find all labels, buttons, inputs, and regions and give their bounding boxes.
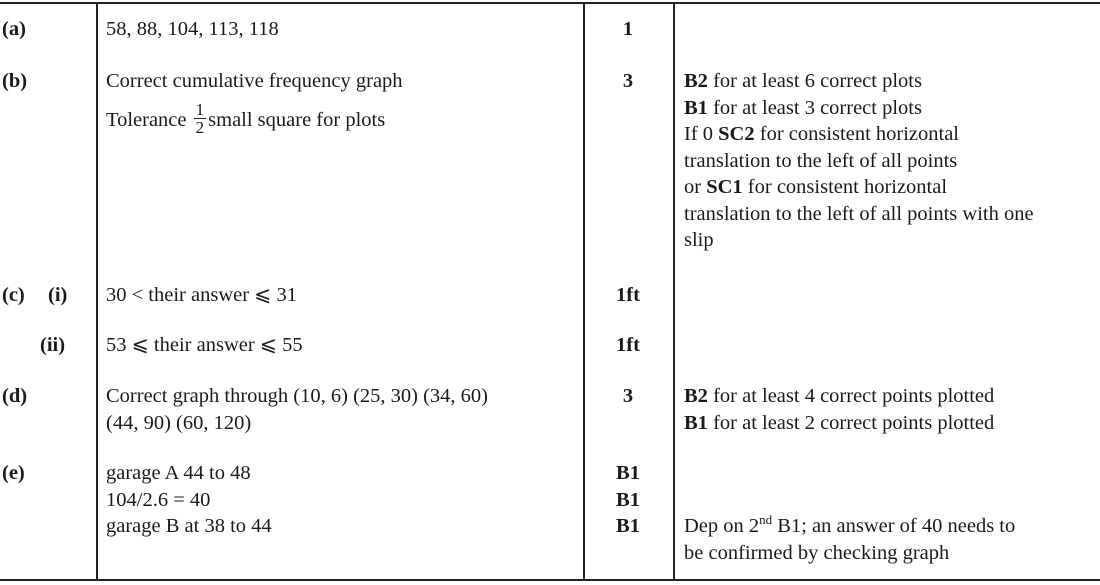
tolerance-text: small square for plots xyxy=(208,109,386,132)
guidance-e-line2: be confirmed by checking graph xyxy=(684,541,950,564)
sub-label-c-i: (i) xyxy=(48,284,68,306)
guidance-b-code: SC1 xyxy=(706,176,743,198)
guidance-d-text: for at least 2 correct points plotted xyxy=(707,411,995,434)
mark-c-ii: 1ft xyxy=(616,334,640,356)
answer-d-line2: (44, 90) (60, 120) xyxy=(106,411,252,434)
guidance-d-code: B2 xyxy=(684,385,708,407)
guidance-b-code: SC2 xyxy=(718,123,755,145)
top-border xyxy=(0,2,1100,4)
answer-c-i: 30 < their answer ⩽ 31 xyxy=(106,284,297,306)
ordinal-superscript: nd xyxy=(759,512,773,528)
answer-b-line2 xyxy=(106,100,386,139)
guidance-e-post: B1; an answer of 40 needs to xyxy=(772,515,1016,537)
mark-a: 1 xyxy=(622,18,634,40)
guidance-b-pre: or xyxy=(684,176,707,198)
guidance-d-line2 xyxy=(684,410,994,437)
part-label-c: (c) xyxy=(2,284,25,306)
part-label-d: (d) xyxy=(2,385,28,407)
guidance-b-line3 xyxy=(684,121,959,148)
answer-e-line3: garage B at 38 to 44 xyxy=(106,515,272,537)
part-label-a: (a) xyxy=(2,18,26,40)
guidance-b-code: B2 xyxy=(684,70,708,92)
guidance-b-line7: slip xyxy=(684,229,714,251)
fraction-numerator: 1 xyxy=(195,100,205,119)
column-divider-3 xyxy=(673,2,675,580)
guidance-b-code: B1 xyxy=(684,96,708,119)
answer-e-line2: 104/2.6 = 40 xyxy=(106,488,211,511)
guidance-b-line1 xyxy=(684,68,922,95)
mark-e-1: B1 xyxy=(616,462,640,484)
guidance-e-pre: Dep on 2 xyxy=(684,515,760,537)
column-divider-1 xyxy=(96,2,98,580)
guidance-b-text: for at least 3 correct plots xyxy=(707,96,922,119)
guidance-b-line6: translation to the left of all points with one xyxy=(684,202,1034,225)
guidance-b-text: for consistent horizontal xyxy=(754,123,960,145)
guidance-b-text: for consistent horizontal xyxy=(742,176,948,198)
mark-c-i: 1ft xyxy=(616,284,640,306)
answer-c-ii: 53 ⩽ their answer ⩽ 55 xyxy=(106,334,303,356)
guidance-b-line2 xyxy=(684,95,922,122)
part-label-b: (b) xyxy=(2,70,28,92)
guidance-e-line1 xyxy=(684,513,1015,540)
fraction-denominator: 2 xyxy=(195,118,205,137)
mark-e-2: B1 xyxy=(616,488,640,511)
mark-b: 3 xyxy=(622,70,634,92)
guidance-b-text: for at least 6 correct plots xyxy=(707,70,922,92)
half-fraction xyxy=(194,101,207,136)
guidance-d-text: for at least 4 correct points plotted xyxy=(707,385,995,407)
mark-d: 3 xyxy=(622,385,634,407)
guidance-b-line4: translation to the left of all points xyxy=(684,149,958,172)
bottom-border xyxy=(0,579,1100,581)
guidance-d-line1 xyxy=(684,383,994,410)
answer-e-line1: garage A 44 to 48 xyxy=(106,462,251,484)
column-divider-2 xyxy=(583,2,585,580)
tolerance-label: Tolerance xyxy=(106,109,187,132)
mark-e-3: B1 xyxy=(616,515,640,537)
guidance-b-line5 xyxy=(684,174,947,201)
answer-d-line1: Correct graph through (10, 6) (25, 30) (34, 60) xyxy=(106,385,489,407)
guidance-b-pre: If 0 xyxy=(684,123,719,145)
answer-a: 58, 88, 104, 113, 118 xyxy=(106,18,279,40)
part-label-e: (e) xyxy=(2,462,25,484)
answer-b-line1: Correct cumulative frequency graph xyxy=(106,70,403,92)
sub-label-c-ii: (ii) xyxy=(40,334,66,356)
guidance-d-code: B1 xyxy=(684,411,708,434)
